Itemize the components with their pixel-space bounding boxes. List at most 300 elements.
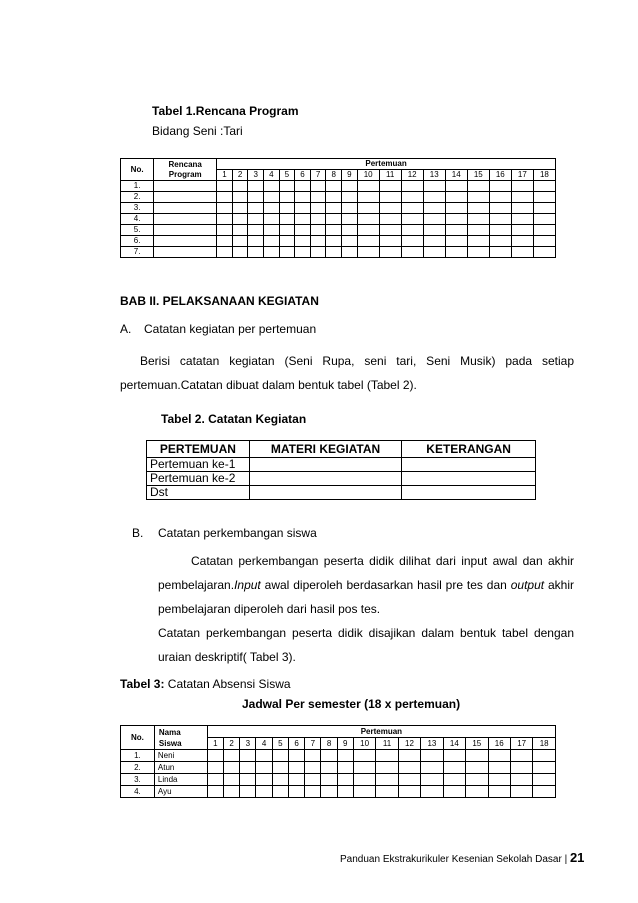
empty-cell <box>423 181 445 192</box>
student-name: Neni <box>154 750 207 762</box>
empty-cell <box>263 203 279 214</box>
empty-cell <box>379 181 401 192</box>
empty-cell <box>421 786 443 798</box>
empty-cell <box>279 181 295 192</box>
empty-cell <box>488 762 510 774</box>
row-number: 3. <box>121 774 155 786</box>
empty-cell <box>263 214 279 225</box>
empty-cell <box>443 774 465 786</box>
empty-cell <box>263 225 279 236</box>
col-pertemuan-header: Pertemuan <box>217 159 556 170</box>
empty-cell <box>232 247 248 258</box>
empty-cell <box>248 247 264 258</box>
empty-cell <box>337 786 353 798</box>
empty-cell <box>489 192 511 203</box>
page-footer <box>340 850 584 865</box>
pertemuan-number: 3 <box>240 738 256 750</box>
table-row <box>147 472 536 486</box>
empty-cell <box>154 247 217 258</box>
empty-cell <box>445 236 467 247</box>
empty-cell <box>305 774 321 786</box>
pertemuan-number: 10 <box>353 738 375 750</box>
empty-cell <box>310 236 326 247</box>
empty-cell <box>357 192 379 203</box>
empty-cell <box>224 774 240 786</box>
empty-cell <box>279 236 295 247</box>
row-number: 3. <box>121 203 154 214</box>
empty-cell <box>321 762 337 774</box>
page-number: 21 <box>569 850 585 865</box>
empty-cell <box>466 774 488 786</box>
pertemuan-number: 2 <box>224 738 240 750</box>
col-no-header: No. <box>121 159 154 181</box>
empty-cell <box>342 225 358 236</box>
pertemuan-number: 7 <box>305 738 321 750</box>
row-number: 7. <box>121 247 154 258</box>
empty-cell <box>154 214 217 225</box>
table-row <box>121 247 556 258</box>
pertemuan-number: 14 <box>443 738 465 750</box>
pertemuan-number: 6 <box>288 738 304 750</box>
empty-cell <box>533 225 555 236</box>
section-b-paragraph-2: Catatan perkembangan peserta didik disajikan dalam bentuk tabel dengan uraian deskriptif( Tabel 3). <box>158 626 574 664</box>
empty-cell <box>337 750 353 762</box>
empty-cell <box>489 236 511 247</box>
table3-subtitle: Jadwal Per semester (18 x pertemuan) <box>242 697 461 711</box>
section-a-title <box>120 322 316 336</box>
empty-cell <box>326 236 342 247</box>
table-row <box>147 486 536 500</box>
empty-cell <box>445 192 467 203</box>
empty-cell <box>379 214 401 225</box>
empty-cell <box>272 750 288 762</box>
empty-cell <box>248 181 264 192</box>
header-pertemuan: PERTEMUAN <box>147 441 250 458</box>
empty-cell <box>511 181 533 192</box>
empty-cell <box>305 762 321 774</box>
empty-cell <box>533 203 555 214</box>
empty-cell <box>421 750 443 762</box>
empty-cell <box>295 225 311 236</box>
empty-cell <box>154 192 217 203</box>
pertemuan-number: 14 <box>445 170 467 181</box>
empty-cell <box>272 774 288 786</box>
empty-cell <box>467 247 489 258</box>
section-a-text: Catatan kegiatan per pertemuan <box>144 322 317 336</box>
empty-cell <box>224 786 240 798</box>
row-number: 6. <box>121 236 154 247</box>
empty-cell <box>295 214 311 225</box>
empty-cell <box>489 214 511 225</box>
empty-cell <box>511 236 533 247</box>
empty-cell <box>443 762 465 774</box>
empty-cell <box>279 214 295 225</box>
empty-cell <box>398 786 420 798</box>
empty-cell <box>489 203 511 214</box>
table1-title: Tabel 1.Rencana Program <box>152 104 299 118</box>
empty-cell <box>248 192 264 203</box>
empty-cell <box>224 750 240 762</box>
empty-cell <box>263 181 279 192</box>
student-name: Linda <box>154 774 207 786</box>
empty-cell <box>488 750 510 762</box>
pertemuan-number: 18 <box>533 170 555 181</box>
row-number: 1. <box>121 181 154 192</box>
table2-title: Tabel 2. Catatan Kegiatan <box>161 412 307 426</box>
student-name: Atun <box>154 762 207 774</box>
empty-cell <box>272 762 288 774</box>
table-row <box>121 214 556 225</box>
empty-cell <box>401 192 423 203</box>
empty-cell <box>510 786 532 798</box>
empty-cell <box>533 762 556 774</box>
empty-cell <box>240 786 256 798</box>
pertemuan-number: 4 <box>263 170 279 181</box>
empty-cell <box>511 214 533 225</box>
empty-cell <box>295 236 311 247</box>
empty-cell <box>445 214 467 225</box>
empty-cell <box>326 214 342 225</box>
empty-cell <box>466 786 488 798</box>
empty-cell <box>533 247 555 258</box>
empty-cell <box>401 225 423 236</box>
col-program-line2: Program <box>168 169 202 179</box>
footer-text: Panduan Ekstrakurikuler Kesenian Sekolah Dasar | <box>340 854 570 865</box>
empty-cell <box>445 203 467 214</box>
empty-cell <box>263 192 279 203</box>
empty-cell <box>379 247 401 258</box>
header-materi: MATERI KEGIATAN <box>249 441 401 458</box>
empty-cell <box>489 247 511 258</box>
empty-cell <box>217 192 233 203</box>
empty-cell <box>489 225 511 236</box>
empty-cell <box>305 750 321 762</box>
empty-cell <box>279 192 295 203</box>
empty-cell <box>398 774 420 786</box>
empty-cell <box>467 214 489 225</box>
empty-cell <box>310 247 326 258</box>
empty-cell <box>467 192 489 203</box>
student-name: Ayu <box>154 786 207 798</box>
pertemuan-number: 13 <box>423 170 445 181</box>
empty-cell <box>305 786 321 798</box>
empty-cell <box>217 214 233 225</box>
pertemuan-number: 1 <box>207 738 223 750</box>
empty-cell <box>217 236 233 247</box>
col-pertemuan-header: Pertemuan <box>207 726 555 738</box>
pertemuan-number: 10 <box>357 170 379 181</box>
table-row <box>121 236 556 247</box>
pertemuan-number: 6 <box>295 170 311 181</box>
empty-cell <box>379 225 401 236</box>
empty-cell <box>207 774 223 786</box>
empty-cell <box>288 774 304 786</box>
empty-cell <box>533 750 556 762</box>
empty-cell <box>232 203 248 214</box>
empty-cell <box>398 762 420 774</box>
empty-cell <box>357 214 379 225</box>
empty-cell <box>342 236 358 247</box>
empty-cell <box>326 203 342 214</box>
pertemuan-number: 4 <box>256 738 272 750</box>
table-row <box>121 774 556 786</box>
empty-cell <box>240 762 256 774</box>
empty-cell <box>353 786 375 798</box>
empty-cell <box>256 774 272 786</box>
empty-cell <box>232 192 248 203</box>
empty-cell <box>445 247 467 258</box>
empty-cell <box>353 762 375 774</box>
empty-cell <box>357 203 379 214</box>
empty-cell <box>321 750 337 762</box>
empty-cell <box>357 247 379 258</box>
pertemuan-number: 17 <box>511 170 533 181</box>
section-a-label: A. <box>120 322 132 336</box>
pertemuan-number: 11 <box>376 738 398 750</box>
empty-cell <box>511 247 533 258</box>
empty-cell <box>421 774 443 786</box>
empty-cell <box>376 786 398 798</box>
empty-cell <box>326 225 342 236</box>
pertemuan-number: 13 <box>421 738 443 750</box>
empty-cell <box>310 225 326 236</box>
empty-cell <box>357 236 379 247</box>
empty-cell <box>489 181 511 192</box>
empty-cell <box>256 786 272 798</box>
empty-cell <box>154 236 217 247</box>
table-row <box>147 458 536 472</box>
empty-cell <box>533 786 556 798</box>
empty-cell <box>263 236 279 247</box>
empty-cell <box>401 203 423 214</box>
empty-cell <box>248 203 264 214</box>
empty-cell <box>207 786 223 798</box>
table-row <box>121 181 556 192</box>
empty-cell <box>376 750 398 762</box>
col-nama-header: Nama Siswa <box>154 726 207 750</box>
empty-cell <box>154 225 217 236</box>
empty-cell <box>511 192 533 203</box>
empty-cell <box>288 750 304 762</box>
empty-cell <box>401 181 423 192</box>
empty-cell <box>321 786 337 798</box>
row-number: 5. <box>121 225 154 236</box>
row-label: Pertemuan ke-1 <box>147 458 250 472</box>
pertemuan-number: 5 <box>279 170 295 181</box>
pertemuan-number: 11 <box>379 170 401 181</box>
pertemuan-number: 3 <box>248 170 264 181</box>
empty-cell <box>326 181 342 192</box>
empty-cell <box>423 225 445 236</box>
empty-cell <box>401 236 423 247</box>
pertemuan-number: 16 <box>488 738 510 750</box>
empty-cell <box>379 203 401 214</box>
empty-cell <box>207 762 223 774</box>
col-program-header <box>154 159 217 181</box>
table-absensi-siswa <box>120 725 556 798</box>
table-catatan-kegiatan <box>146 440 536 500</box>
empty-cell <box>443 786 465 798</box>
row-label: Dst <box>147 486 250 500</box>
empty-cell <box>421 762 443 774</box>
row-number: 1. <box>121 750 155 762</box>
empty-cell <box>248 225 264 236</box>
row-number: 4. <box>121 786 155 798</box>
empty-cell <box>337 762 353 774</box>
empty-cell <box>467 236 489 247</box>
empty-cell <box>467 225 489 236</box>
empty-cell <box>310 203 326 214</box>
row-label: Pertemuan ke-2 <box>147 472 250 486</box>
empty-cell <box>279 247 295 258</box>
empty-cell <box>423 247 445 258</box>
empty-cell <box>533 181 555 192</box>
empty-cell <box>224 762 240 774</box>
empty-cell <box>511 203 533 214</box>
empty-cell <box>466 750 488 762</box>
pertemuan-number: 1 <box>217 170 233 181</box>
empty-cell <box>232 214 248 225</box>
empty-cell <box>248 214 264 225</box>
section-b-label: B. <box>132 526 144 540</box>
empty-cell <box>310 192 326 203</box>
empty-cell <box>256 750 272 762</box>
empty-cell <box>217 181 233 192</box>
table-row <box>121 750 556 762</box>
empty-cell <box>295 181 311 192</box>
empty-cell <box>217 203 233 214</box>
pertemuan-number: 8 <box>321 738 337 750</box>
bab2-heading: BAB II. PELAKSANAAN KEGIATAN <box>120 294 319 308</box>
empty-cell <box>533 214 555 225</box>
empty-cell <box>445 181 467 192</box>
empty-cell <box>154 181 217 192</box>
empty-cell <box>326 247 342 258</box>
empty-cell <box>263 247 279 258</box>
empty-cell <box>376 762 398 774</box>
empty-cell <box>401 247 423 258</box>
pertemuan-number: 17 <box>510 738 532 750</box>
pertemuan-number: 15 <box>466 738 488 750</box>
empty-cell <box>256 762 272 774</box>
empty-cell <box>379 236 401 247</box>
table-row <box>121 192 556 203</box>
empty-cell <box>357 181 379 192</box>
empty-cell <box>467 203 489 214</box>
empty-cell <box>533 192 555 203</box>
empty-cell <box>310 181 326 192</box>
empty-cell <box>510 762 532 774</box>
empty-cell <box>232 225 248 236</box>
empty-cell <box>295 192 311 203</box>
empty-cell <box>353 774 375 786</box>
empty-cell <box>511 225 533 236</box>
section-b-body <box>158 549 574 669</box>
pertemuan-number: 16 <box>489 170 511 181</box>
pertemuan-number: 9 <box>337 738 353 750</box>
empty-cell <box>423 214 445 225</box>
col-program-line1: Rencana <box>168 159 202 169</box>
empty-cell <box>357 225 379 236</box>
empty-cell <box>207 750 223 762</box>
row-number: 2. <box>121 192 154 203</box>
empty-cell <box>295 247 311 258</box>
empty-cell <box>342 247 358 258</box>
empty-cell <box>443 750 465 762</box>
pertemuan-number: 15 <box>467 170 489 181</box>
empty-cell <box>423 203 445 214</box>
empty-cell <box>240 750 256 762</box>
empty-cell <box>423 236 445 247</box>
empty-cell <box>288 786 304 798</box>
empty-cell <box>288 762 304 774</box>
empty-cell <box>466 762 488 774</box>
section-b-text: Catatan perkembangan siswa <box>158 526 317 540</box>
pertemuan-number: 12 <box>401 170 423 181</box>
empty-cell <box>342 181 358 192</box>
empty-cell <box>353 750 375 762</box>
empty-cell <box>154 203 217 214</box>
empty-cell <box>445 225 467 236</box>
table1-subtitle: Bidang Seni :Tari <box>152 124 243 138</box>
pertemuan-number: 18 <box>533 738 556 750</box>
pertemuan-number: 12 <box>398 738 420 750</box>
empty-cell <box>232 236 248 247</box>
table3-title: Tabel 3: Catatan Absensi Siswa <box>120 677 291 691</box>
empty-cell <box>376 774 398 786</box>
empty-cell <box>217 225 233 236</box>
row-number: 2. <box>121 762 155 774</box>
table-row <box>121 203 556 214</box>
empty-cell <box>488 786 510 798</box>
empty-cell <box>398 750 420 762</box>
empty-cell <box>467 181 489 192</box>
table-rencana-program <box>120 158 556 258</box>
empty-cell <box>510 774 532 786</box>
pertemuan-number: 9 <box>342 170 358 181</box>
empty-cell <box>337 774 353 786</box>
section-b-paragraph-1: Catatan perkembangan peserta didik dilihat dari input awal dan akhir pembelajaran.Input awal diperoleh berdasarkan hasil pre tes dan output akhir pembelajaran diperoleh dari hasil pos tes. <box>158 554 575 616</box>
empty-cell <box>321 774 337 786</box>
empty-cell <box>295 203 311 214</box>
empty-cell <box>342 203 358 214</box>
col-no-header: No. <box>121 726 155 750</box>
empty-cell <box>401 214 423 225</box>
pertemuan-number: 2 <box>232 170 248 181</box>
empty-cell <box>342 192 358 203</box>
empty-cell <box>272 786 288 798</box>
empty-cell <box>533 236 555 247</box>
empty-cell <box>279 203 295 214</box>
section-a-paragraph: Berisi catatan kegiatan (Seni Rupa, seni tari, Seni Musik) pada setiap pertemuan.Catatan dibuat dalam bentuk tabel (Tabel 2). <box>120 354 574 392</box>
empty-cell <box>310 214 326 225</box>
empty-cell <box>342 214 358 225</box>
empty-cell <box>326 192 342 203</box>
empty-cell <box>248 236 264 247</box>
header-keterangan: KETERANGAN <box>402 441 536 458</box>
empty-cell <box>240 774 256 786</box>
empty-cell <box>488 774 510 786</box>
pertemuan-number: 7 <box>310 170 326 181</box>
pertemuan-number: 5 <box>272 738 288 750</box>
pertemuan-number: 8 <box>326 170 342 181</box>
table-row <box>121 786 556 798</box>
section-b-title <box>132 526 317 540</box>
empty-cell <box>217 247 233 258</box>
empty-cell <box>279 225 295 236</box>
empty-cell <box>533 774 556 786</box>
empty-cell <box>379 192 401 203</box>
